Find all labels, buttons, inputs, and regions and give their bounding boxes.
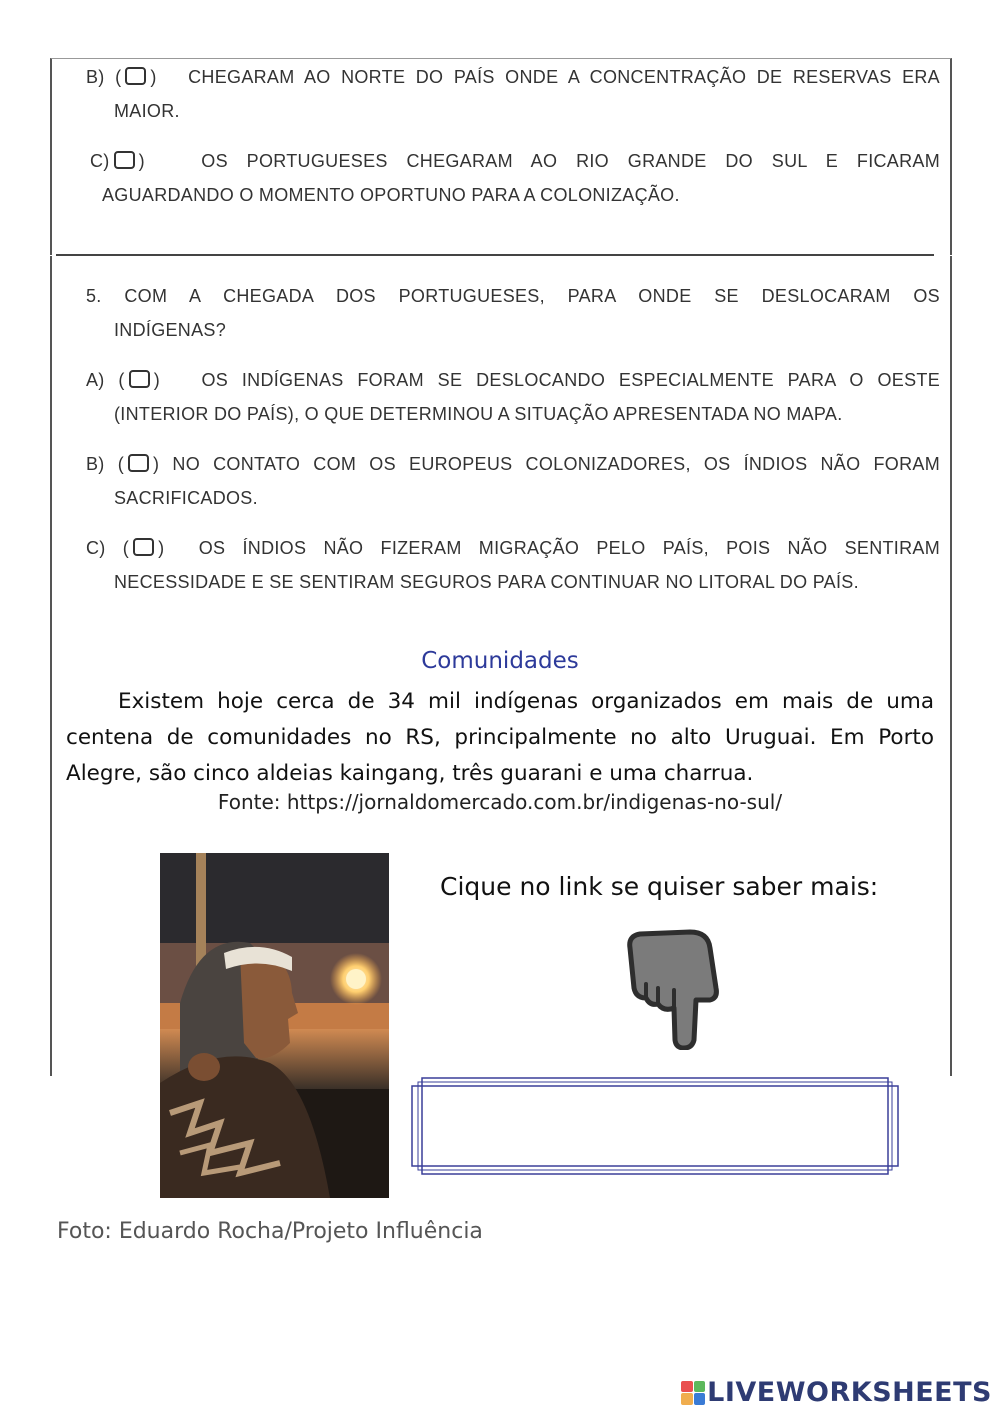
- liveworksheets-brand: [681, 1377, 992, 1408]
- question-number: 5.: [86, 286, 102, 306]
- option-text-cont: NECESSIDADE E SE SENTIRAM SEGUROS PARA CONTINUAR NO LITORAL DO PAÍS.: [114, 572, 859, 592]
- option-prefix: A) (: [86, 370, 125, 390]
- section-body: [66, 684, 934, 792]
- checkbox-5a[interactable]: [129, 370, 150, 388]
- option-close: ): [153, 370, 160, 390]
- option-text: NO CONTATO COM OS EUROPEUS COLONIZADORES, OS ÍNDIOS NÃO FORAM: [172, 454, 940, 474]
- option-close: ): [138, 151, 145, 171]
- section-title: Comunidades: [421, 648, 579, 674]
- link-prompt: Cique no link se quiser saber mais:: [440, 872, 879, 901]
- option-text-cont: SACRIFICADOS.: [114, 488, 258, 508]
- question-text-cont: INDÍGENAS?: [114, 320, 227, 340]
- source-citation: Fonte: https://jornaldomercado.com.br/indigenas-no-sul/: [217, 790, 783, 814]
- option-close: ): [158, 538, 165, 558]
- option-text: OS ÍNDIOS NÃO FIZERAM MIGRAÇÃO PELO PAÍS, POIS NÃO SENTIRAM: [198, 538, 940, 558]
- option-text-cont: MAIOR.: [114, 101, 180, 121]
- link-answer-box[interactable]: [410, 1076, 900, 1176]
- option-4b: [86, 60, 940, 128]
- option-text-cont: (INTERIOR DO PAÍS), O QUE DETERMINOU A SITUAÇÃO APRESENTADA NO MAPA.: [114, 404, 843, 424]
- question-text: COM A CHEGADA DOS PORTUGUESES, PARA ONDE SE DESLOCARAM OS: [124, 286, 940, 306]
- checkbox-4b[interactable]: [125, 67, 146, 85]
- indigenous-man-photo: [160, 853, 389, 1198]
- option-4c: [90, 144, 940, 212]
- option-close: ): [150, 67, 157, 87]
- option-5b: [86, 447, 940, 515]
- section-body-text: Existem hoje cerca de 34 mil indígenas organizados em mais de uma centena de comunidades no RS, principalmente no alto Uruguai. Em Porto Alegre, são cinco aldeias kaingang, três guarani e uma charrua.: [66, 689, 934, 786]
- checkbox-5b[interactable]: [128, 454, 149, 472]
- checkbox-5c[interactable]: [133, 538, 154, 556]
- question-5: [86, 279, 940, 347]
- liveworksheets-logo-icon: [681, 1381, 705, 1405]
- option-5c: [86, 531, 940, 599]
- option-text: CHEGARAM AO NORTE DO PAÍS ONDE A CONCENTRAÇÃO DE RESERVAS ERA: [188, 67, 940, 87]
- option-5a: [86, 363, 940, 431]
- option-text-cont: AGUARDANDO O MOMENTO OPORTUNO PARA A COLONIZAÇÃO.: [102, 185, 680, 205]
- option-prefix: C) (: [86, 538, 130, 558]
- photo-caption: Foto: Eduardo Rocha/Projeto Influência: [57, 1219, 483, 1244]
- option-text: OS INDÍGENAS FORAM SE DESLOCANDO ESPECIALMENTE PARA O OESTE: [201, 370, 940, 390]
- option-close: ): [153, 454, 160, 474]
- hand-pointing-down-icon: [620, 928, 720, 1050]
- option-text: OS PORTUGUESES CHEGARAM AO RIO GRANDE DO SUL E FICARAM: [201, 151, 941, 171]
- option-prefix: B) (: [86, 454, 124, 474]
- option-prefix: C): [90, 151, 110, 171]
- option-prefix: B) (: [86, 67, 122, 87]
- brand-name: LIVEWORKSHEETS: [707, 1377, 992, 1408]
- checkbox-4c[interactable]: [114, 151, 135, 169]
